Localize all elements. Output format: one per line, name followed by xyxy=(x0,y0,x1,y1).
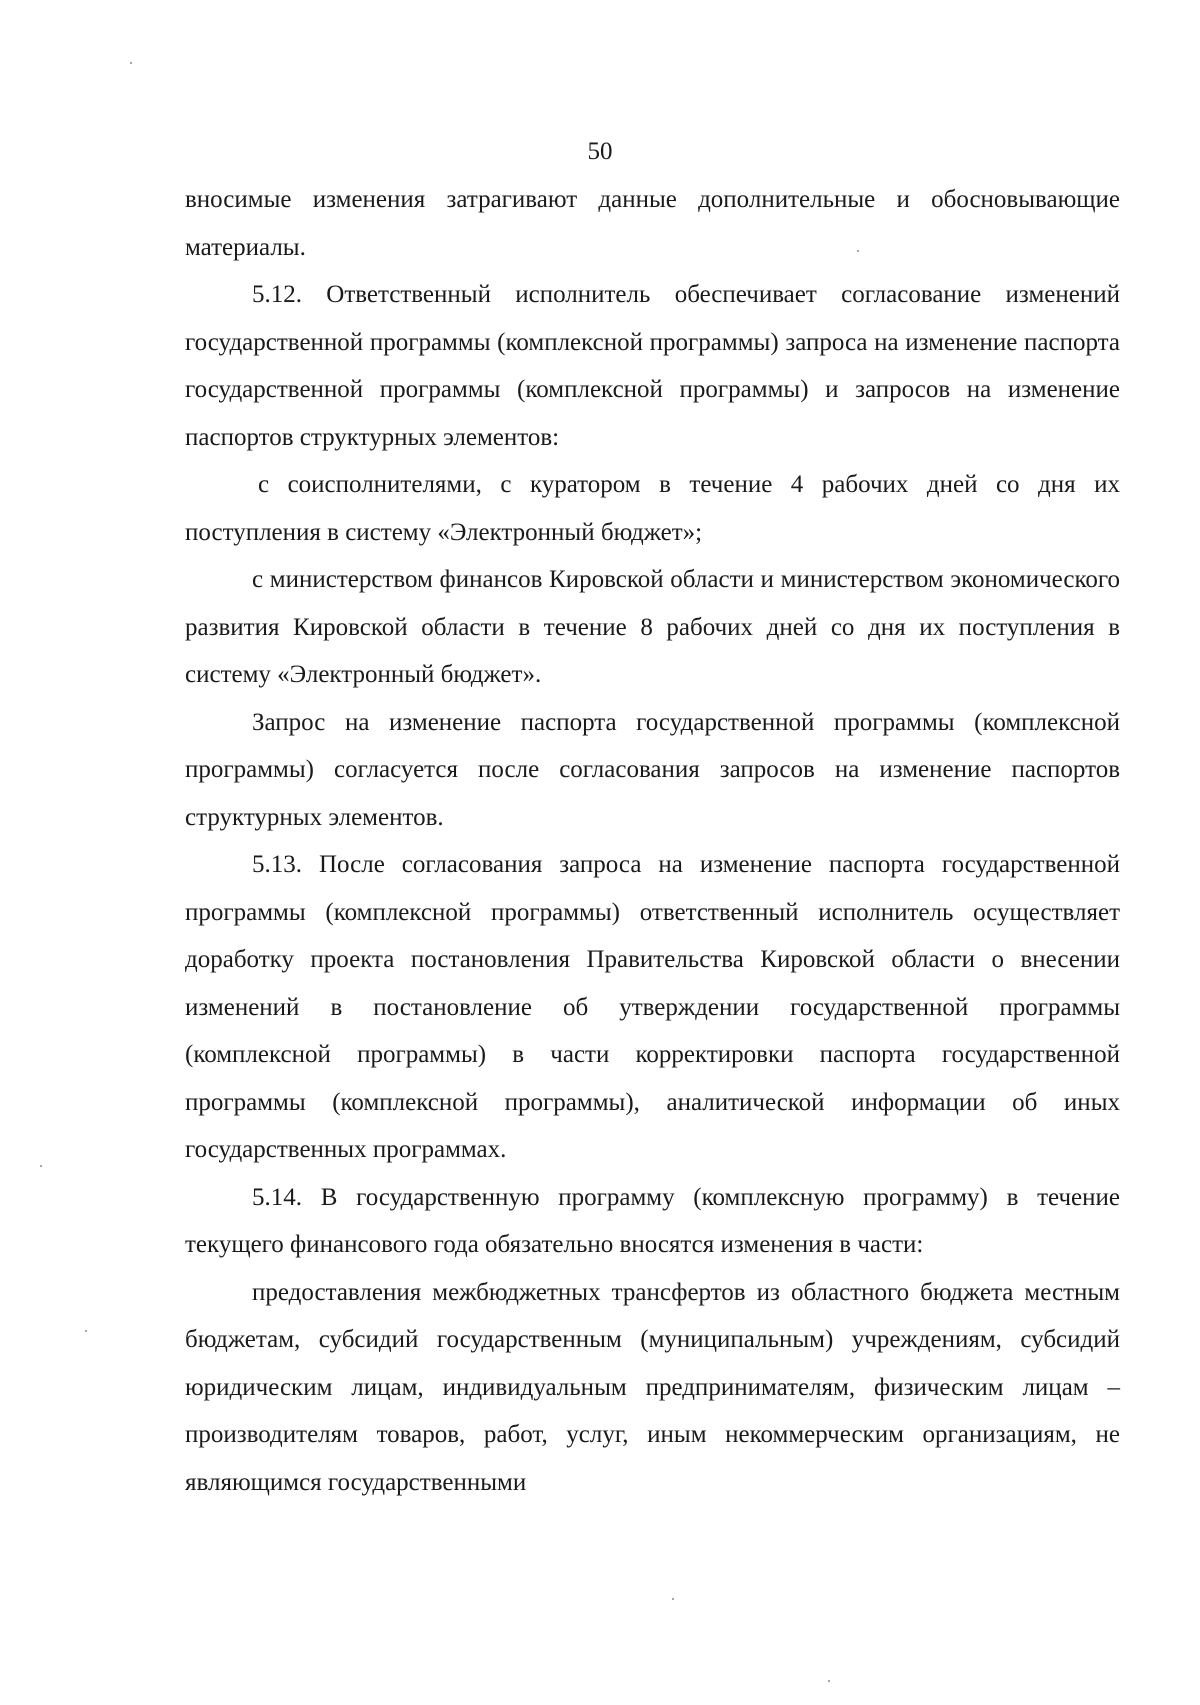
scan-speck xyxy=(857,250,859,252)
paragraph-ministries: с министерством финансов Кировской области и министерством экономического развития Кировской области в течение 8 рабочих дней со дня их поступления в систему «Электронный бюджет». xyxy=(185,566,1120,688)
paragraph-continuation: вносимые изменения затрагивают данные дополнительные и обосновывающие материалы. xyxy=(185,186,1120,261)
paragraph-request-approval: Запрос на изменение паспорта государственной программы (комплексной программы) согласуется после согласования запросов на изменение паспортов структурных элементов. xyxy=(185,708,1120,831)
paragraph-5-12: 5.12. Ответственный исполнитель обеспечивает согласование изменений государственной программы (комплексной программы) запроса на изменение паспорта государственной программы (комплексной программы) и запросов на изменение паспортов структурных элементов: xyxy=(185,281,1120,451)
scan-speck xyxy=(828,1680,830,1682)
paragraph-5-13: 5.13. После согласования запроса на изменение паспорта государственной программы (комплексной программы) ответственный исполнитель осуществляет доработку проекта постановления Правительства Кировской области о внесении изменений в постановление об утверждении государственной программы (комплексной программы) в части корректировки паспорта государственной программы (комплексной программы), аналитической информации об иных государственных программах. xyxy=(185,851,1120,1163)
paragraph-coexecutors: с соисполнителями, с куратором в течение 4 рабочих дней со дня их поступления в систему «Электронный бюджет»; xyxy=(185,471,1120,546)
paragraph-transfers: предоставления межбюджетных трансфертов из областного бюджета местным бюджетам, субсидий государственным (муниципальным) учреждениям, субсидий юридическим лицам, индивидуальным предпринимателям, физическим лицам – производителям товаров, работ, услуг, иным некоммерческим организациям, не являющимся государственными xyxy=(185,1278,1120,1496)
scan-speck xyxy=(672,1598,674,1600)
scan-speck xyxy=(85,1330,87,1332)
scan-speck xyxy=(130,62,132,64)
page-number: 50 xyxy=(587,138,613,165)
paragraph-5-14: 5.14. В государственную программу (комплексную программу) в течение текущего финансового года обязательно вносятся изменения в части: xyxy=(185,1183,1120,1258)
scan-speck xyxy=(40,1165,42,1167)
document-body xyxy=(185,176,1120,1506)
